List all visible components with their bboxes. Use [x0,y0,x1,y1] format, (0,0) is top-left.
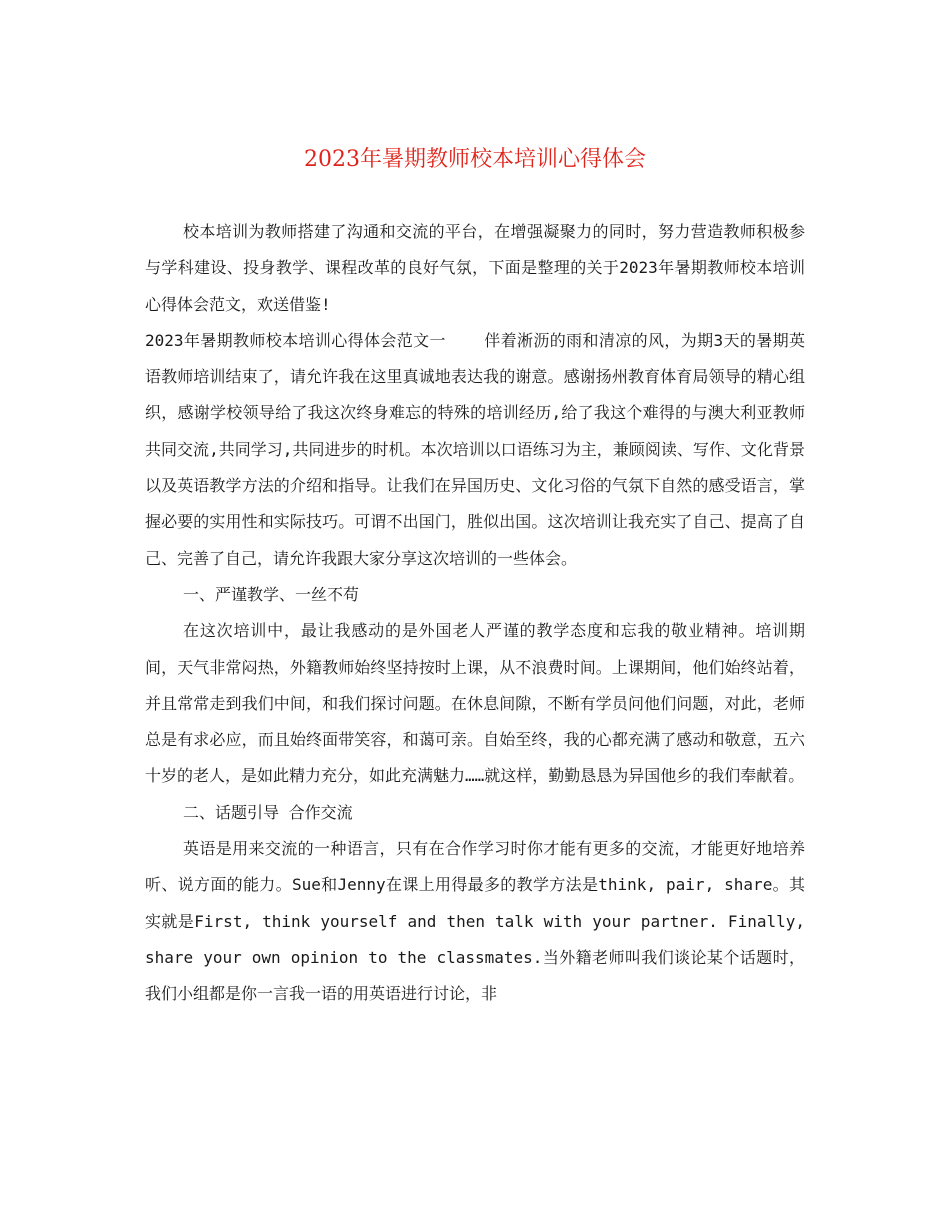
document-title: 2023年暑期教师校本培训心得体会 [304,147,646,172]
intro-paragraph: 校本培训为教师搭建了沟通和交流的平台，在增强凝聚力的同时，努力营造教师积极参与学科建设、投身教学、课程改革的良好气氛，下面是整理的关于2023年暑期教师校本培训心得体会范文，欢送借鉴! [145,222,805,314]
section-heading-1: 一、严谨教学、一丝不苟 [183,584,360,604]
sample-paragraph [145,323,805,577]
sample-body: 伴着淅沥的雨和清凉的风，为期3天的暑期英语教师培训结束了，请允许我在这里真诚地表达我的谢意。感谢扬州教育体育局领导的精心组织，感谢学校领导给了我这次终身难忘的特殊的培训经历,给了我这个难得的与澳大利亚教师共同交流,共同学习,共同进步的时机。本次培训以口语练习为主，兼顾阅读、写作、文化背景以及英语教学方法的介绍和指导。让我们在异国历史、文化习俗的气氛下自然的感受语言，掌握必要的实用性和实际技巧。可谓不出国门，胜似出国。这次培训让我充实了自己、提高了自己、完善了自己，请允许我跟大家分享这次培训的一些体会。 [145,330,805,568]
section-heading-2: 二、话题引导 合作交流 [183,802,353,822]
section-paragraph-2: 英语是用来交流的一种语言，只有在合作学习时你才能有更多的交流，才能更好地培养听、说方面的能力。Sue和Jenny在课上用得最多的教学方法是think, pair, share。其实就是First, think yourself and then talk with your partner. Finally, share your own opinion to the classmates.当外籍老师叫我们谈论某个话题时，我们小组都是你一言我一语的用英语进行讨论，非 [145,839,805,1004]
section-paragraph-1: 在这次培训中，最让我感动的是外国老人严谨的教学态度和忘我的敬业精神。培训期间，天气非常闷热，外籍教师始终坚持按时上课，从不浪费时间。上课期间，他们始终站着，并且常常走到我们中间，和我们探讨问题。在休息间隙，不断有学员问他们问题，对此，老师总是有求必应，而且始终面带笑容，和蔼可亲。自始至终，我的心都充满了感动和敬意，五六十岁的老人，是如此精力充分，如此充满魅力……就这样，勤勤恳恳为异国他乡的我们奉献着。 [145,621,805,786]
sample-label: 2023年暑期教师校本培训心得体会范文一 [145,330,446,350]
document-body [145,214,805,1013]
